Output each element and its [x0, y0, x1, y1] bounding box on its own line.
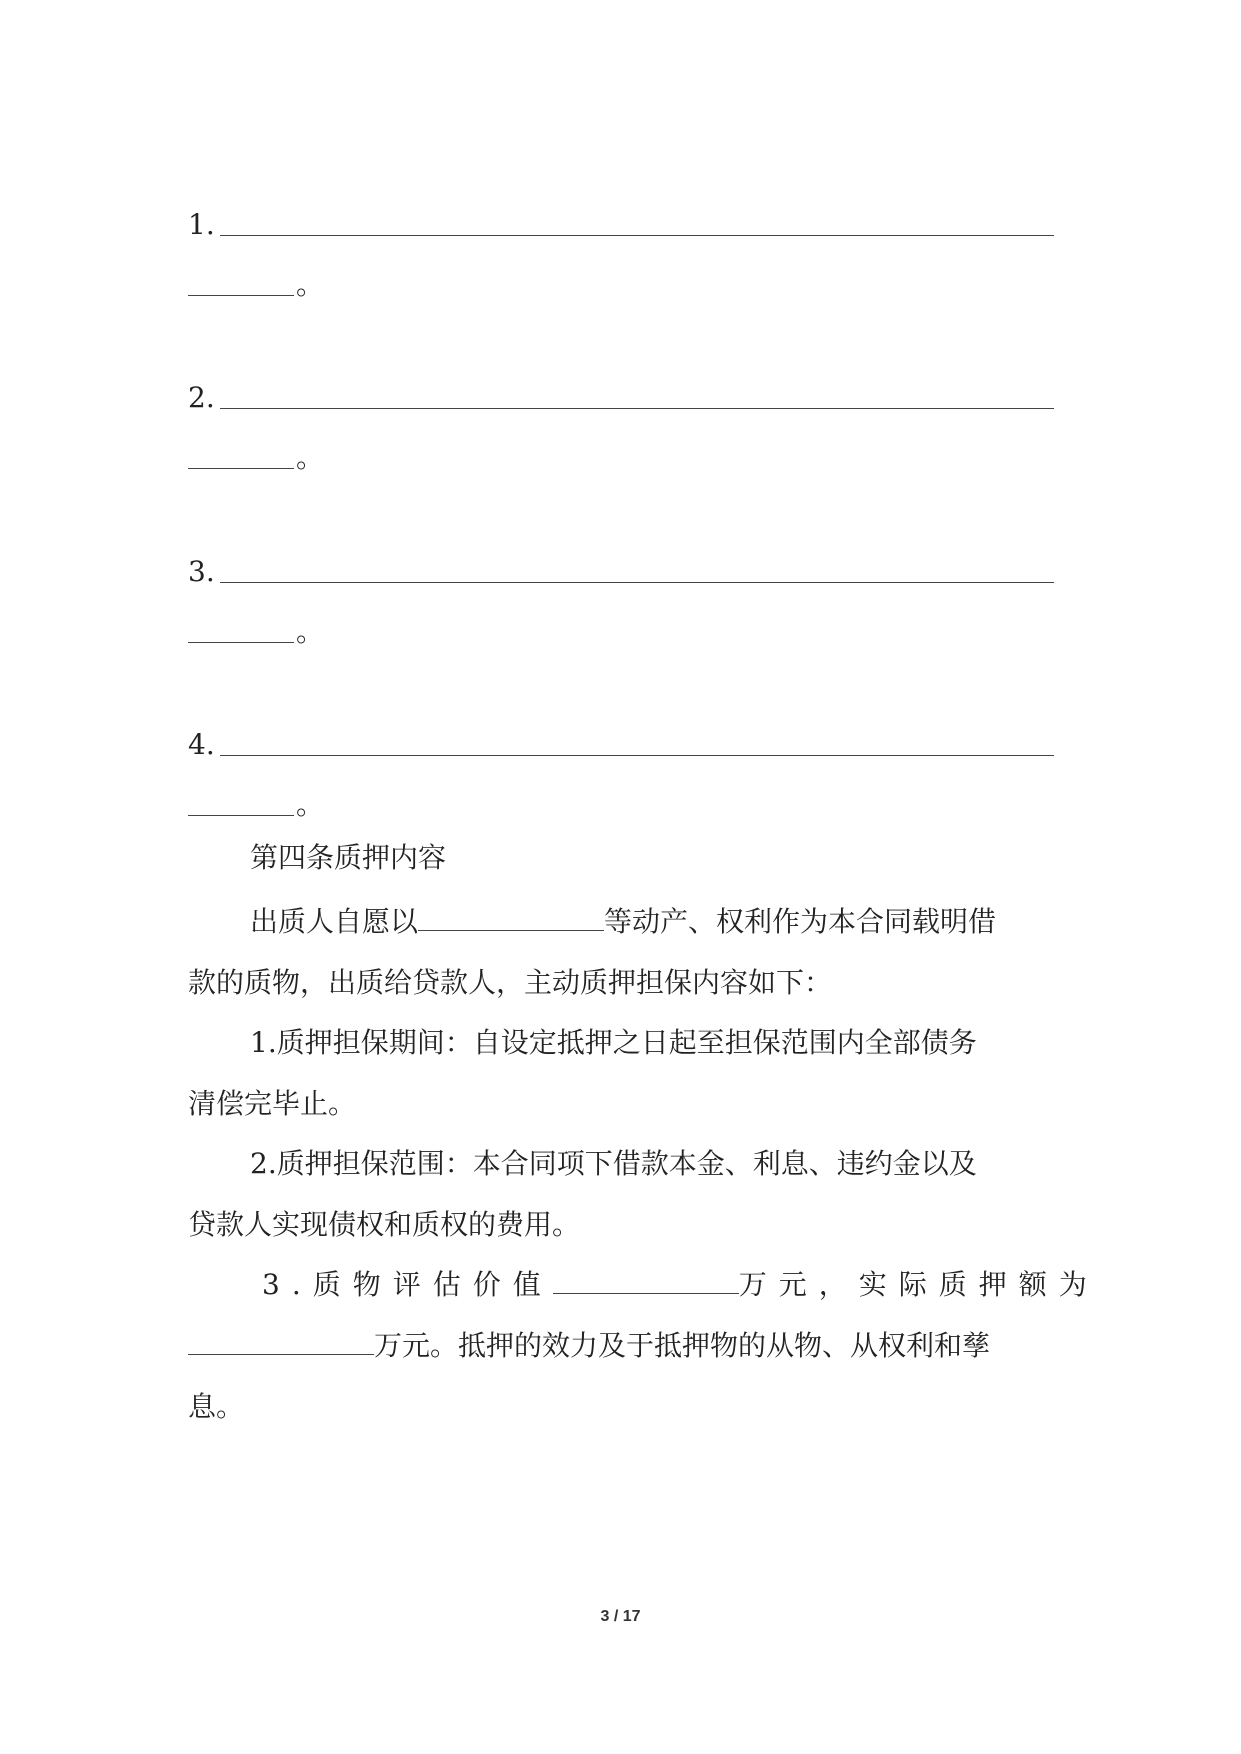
- clause-2-line-2: 贷款人实现债权和质权的费用。: [188, 1208, 581, 1241]
- end-mark: 。: [296, 441, 325, 474]
- clause-3-text-line2: 万元。抵押的效力及于抵押物的从物、从权利和孳: [374, 1329, 991, 1362]
- intro-line-2: 款的质物，出质给贷款人，主动质押担保内容如下：: [188, 966, 833, 999]
- fill-in-line: [220, 755, 1054, 756]
- fill-in-line: [220, 408, 1054, 409]
- blank-item-3: [188, 552, 1054, 592]
- clause-3-text-part1: 3.质物评估价值: [262, 1268, 553, 1301]
- clause-1-line-2: 清偿完毕止。: [188, 1087, 357, 1120]
- intro-text-part2: 等动产、权利作为本合同载明借: [604, 905, 997, 938]
- fill-in-line: [220, 235, 1054, 236]
- end-mark: 。: [296, 788, 325, 821]
- fill-in-line: [188, 815, 294, 816]
- fill-in-line: [188, 642, 294, 643]
- item-number: 2.: [188, 381, 215, 414]
- article-heading: 第四条质押内容: [250, 841, 447, 874]
- clause-3-text-part2: 万元，实际质押额为: [738, 1268, 1099, 1301]
- intro-text-part1: 出质人自愿以: [250, 905, 419, 938]
- item-number: 4.: [188, 728, 215, 761]
- fill-in-line: [188, 295, 294, 296]
- fill-in-line: [188, 1326, 374, 1355]
- item-number: 1.: [188, 208, 215, 241]
- end-mark: 。: [296, 268, 325, 301]
- blank-item-1: [188, 205, 1054, 245]
- page-indicator: 3 / 17: [600, 1608, 641, 1625]
- item-number: 3.: [188, 555, 215, 588]
- clause-3-line-3: 息。: [188, 1390, 245, 1423]
- end-mark: 。: [296, 615, 325, 648]
- clause-3-line-1: [262, 1265, 1099, 1305]
- fill-in-line: [220, 582, 1054, 583]
- fill-in-line: [418, 902, 604, 931]
- clause-3-line-2: [188, 1326, 1054, 1366]
- clause-1-line-1: 1.质押担保期间：自设定抵押之日起至担保范围内全部债务: [250, 1026, 977, 1059]
- blank-item-2: [188, 378, 1054, 418]
- intro-line-1: [250, 902, 1054, 942]
- blank-item-4: [188, 725, 1054, 765]
- fill-in-line: [188, 468, 294, 469]
- clause-2-line-1: 2.质押担保范围：本合同项下借款本金、利息、违约金以及: [250, 1147, 977, 1180]
- fill-in-line: [553, 1265, 739, 1294]
